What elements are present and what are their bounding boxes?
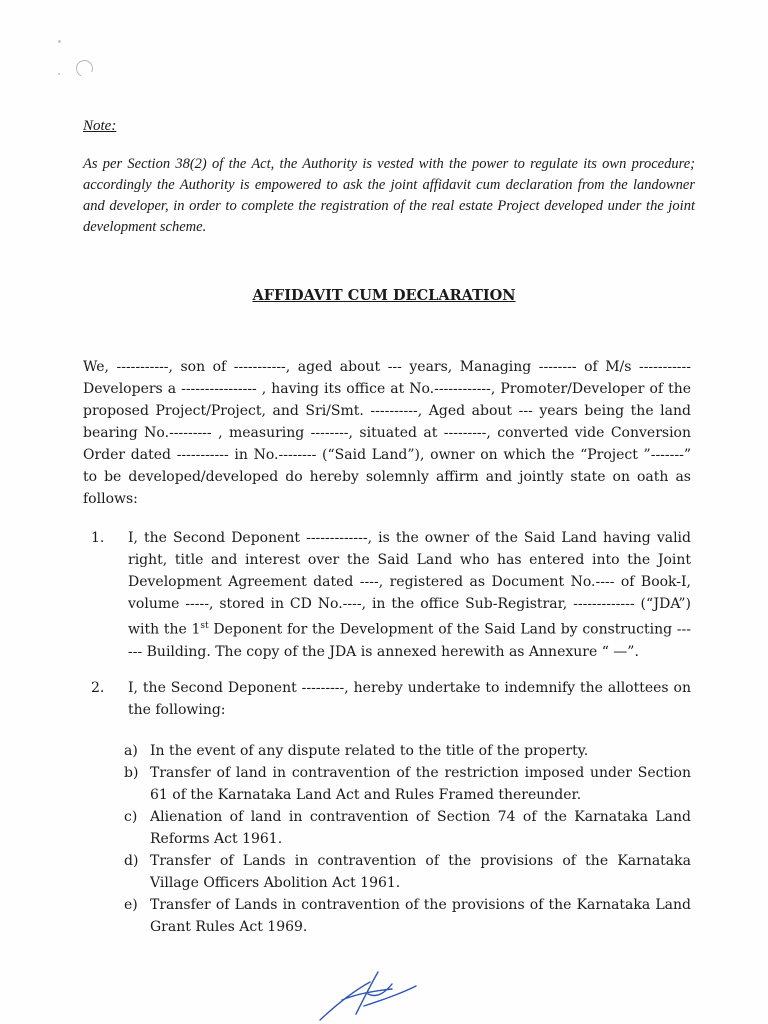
list-item-letter: b) <box>124 765 139 781</box>
list-item-text: Transfer of Lands in contravention of the provisions of the Karnataka Land Grant Rules Act 1969. <box>150 897 691 935</box>
scan-speck <box>58 40 61 43</box>
note-text: As per Section 38(2) of the Act, the Authority is vested with the power to regulate its own procedure; accordingly the Authority is empowered to ask the joint affidavit cum declaration from the landowner and developer, in order to complete the registration of the real estate Project developed under the joint development scheme. <box>83 156 695 235</box>
numbered-paragraph-2 <box>91 677 691 721</box>
list-item-letter: d) <box>124 853 139 869</box>
punch-hole-mark <box>74 58 96 80</box>
list-item-text: In the event of any dispute related to the title of the property. <box>150 743 589 759</box>
list-item-text: Alienation of land in contravention of Section 74 of the Karnataka Land Reforms Act 1961. <box>150 809 691 847</box>
paragraph-body <box>128 527 691 663</box>
numbered-paragraph-1 <box>91 527 691 663</box>
list-item <box>124 762 691 806</box>
document-title: AFFIDAVIT CUM DECLARATION <box>252 287 516 304</box>
signature-scribble <box>312 964 422 1024</box>
note-heading: Note: <box>83 118 117 134</box>
scan-speck <box>58 73 60 75</box>
paragraph-text-part: I, the Second Deponent -------------, is the owner of the Said Land having valid right, title and interest over the Said Land who has entered into the Joint Development Agreement dated ----, registered as Document No.---- of Book-I, volume -----, stored in CD No.----, in the office Sub-Registrar, ------------- (“JDA”) with the 1 <box>128 530 691 638</box>
list-item <box>124 806 691 850</box>
list-item-text: Transfer of land in contravention of the restriction imposed under Section 61 of the Karnataka Land Act and Rules Framed thereunder. <box>150 765 691 803</box>
list-item <box>124 850 691 894</box>
paragraph-number: 1. <box>91 530 105 546</box>
list-item <box>124 894 691 938</box>
intro-paragraph: We, -----------, son of -----------, aged about --- years, Managing -------- of M/s ----------- Developers a ---------------- , having its office at No.------------, Promoter/Developer of the proposed Project/Project, and Sri/Smt. ----------, Aged about --- years being the land bearing No.--------- , measuring --------, situated at ---------, converted vide Conversion Order dated ----------- in No.-------- (“Said Land”), owner on which the “Project ”-------” to be developed/developed do hereby solemnly affirm and jointly state on oath as follows: <box>83 359 691 507</box>
paragraph-number: 2. <box>91 680 105 696</box>
paragraph-text-part: Deponent for the Development of the Said Land by constructing ------ Building. The copy of the JDA is annexed herewith as Annexure “ —”. <box>128 621 691 660</box>
list-item-letter: c) <box>124 809 138 825</box>
list-item <box>124 740 691 762</box>
list-item-text: Transfer of Lands in contravention of the provisions of the Karnataka Village Officers Abolition Act 1961. <box>150 853 691 891</box>
superscript-ordinal: st <box>200 621 209 631</box>
paragraph-body: I, the Second Deponent ---------, hereby undertake to indemnify the allottees on the following: <box>128 680 691 718</box>
list-item-letter: a) <box>124 743 138 759</box>
list-item-letter: e) <box>124 897 138 913</box>
indemnity-list <box>124 740 691 938</box>
